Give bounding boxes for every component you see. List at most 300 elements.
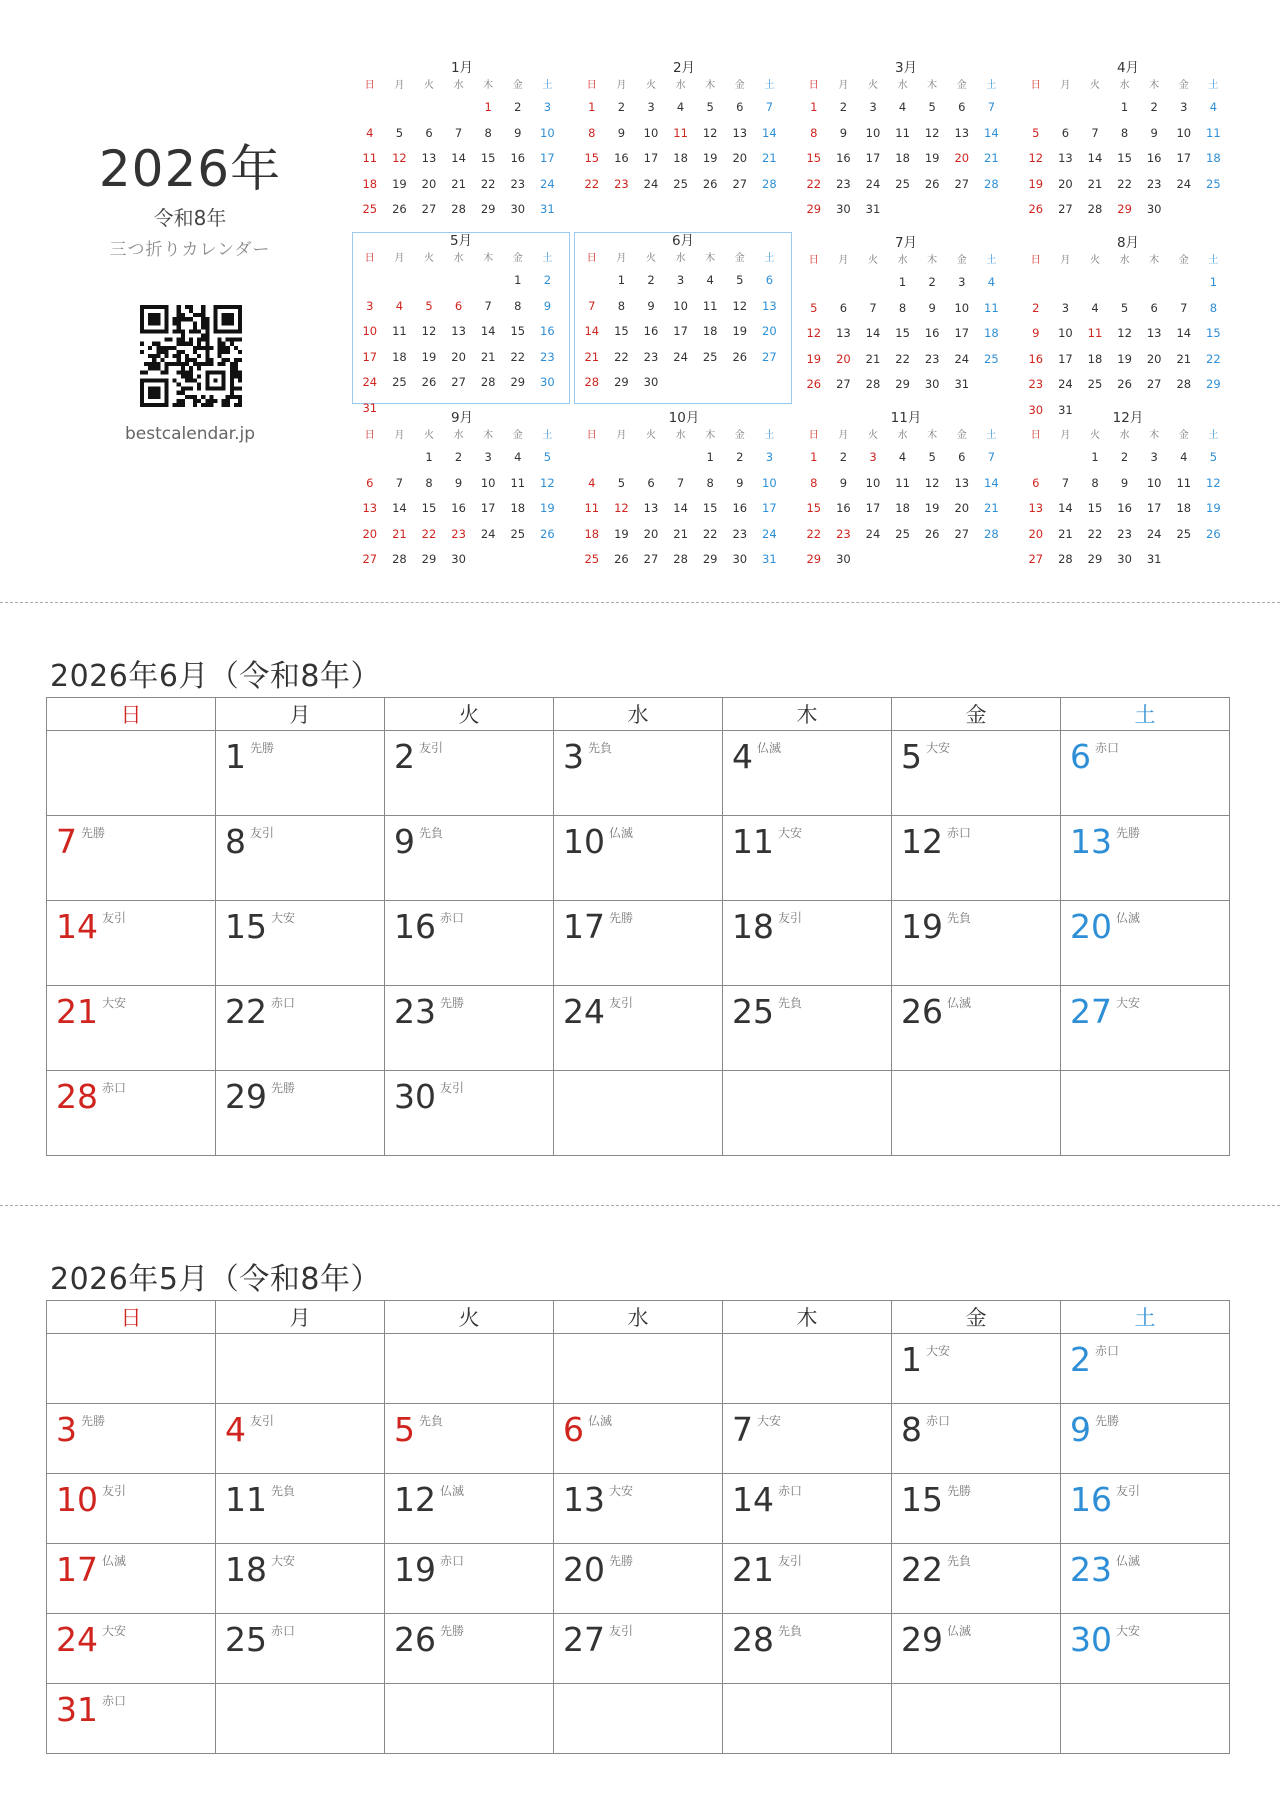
mini-weekday: 木	[1149, 80, 1160, 91]
mini-day: 4	[588, 475, 596, 490]
mini-weekday: 日	[364, 430, 375, 441]
mini-day: 27	[732, 176, 748, 191]
day-content	[1070, 1550, 1140, 1589]
mini-day: 31	[954, 377, 970, 391]
day-cell	[47, 1404, 216, 1474]
mini-day: 21	[480, 349, 496, 364]
day-cell	[723, 1544, 892, 1614]
day-number: 3	[563, 737, 584, 776]
mini-day: 1	[1120, 100, 1129, 114]
day-content	[732, 822, 802, 861]
day-cell	[892, 1334, 1061, 1404]
mini-day: 25	[1206, 176, 1221, 191]
mini-empty	[473, 268, 503, 294]
day-cell	[385, 901, 554, 986]
mini-day: 19	[806, 351, 822, 366]
day-content	[732, 1550, 802, 1589]
mini-day: 12	[924, 125, 940, 140]
mini-weekday: 水	[1119, 430, 1130, 441]
mini-day: 15	[584, 151, 600, 165]
mini-day: 12	[702, 125, 718, 140]
mini-day: 12	[540, 475, 555, 490]
mini-day: 25	[510, 526, 526, 541]
mini-weekday-row	[355, 427, 569, 445]
mini-day: 18	[673, 151, 688, 165]
day-cell	[1061, 1474, 1230, 1544]
mini-day-grid	[1021, 270, 1235, 423]
day-cell	[892, 731, 1061, 816]
mini-day: 18	[1087, 351, 1103, 366]
mini-day: 29	[702, 552, 718, 566]
rokuyo-label: 先負	[778, 996, 803, 1010]
mini-day: 10	[954, 300, 970, 315]
mini-weekday: 土	[764, 430, 775, 441]
mini-day: 4	[514, 450, 522, 464]
mini-day: 10	[362, 324, 378, 338]
mini-day: 13	[362, 501, 378, 515]
rokuyo-label: 先勝	[609, 1554, 634, 1568]
mini-weekday: 日	[1030, 255, 1041, 266]
mini-day: 23	[1146, 176, 1162, 191]
rokuyo-label: 仏滅	[1116, 1554, 1141, 1568]
mini-day: 23	[643, 349, 659, 364]
mini-day: 13	[421, 151, 437, 165]
day-number: 23	[1070, 1550, 1112, 1589]
mini-calendar-10	[577, 410, 791, 573]
day-content	[1070, 1410, 1119, 1449]
mini-day: 3	[676, 273, 685, 287]
mini-day: 3	[1061, 300, 1070, 315]
mini-day: 18	[1176, 501, 1192, 515]
mini-weekday: 土	[542, 430, 553, 441]
mini-day: 22	[1087, 526, 1103, 541]
mini-weekday-row	[1021, 77, 1235, 95]
day-number: 29	[225, 1077, 267, 1116]
mini-day: 23	[614, 176, 629, 191]
mini-day-grid	[799, 445, 1013, 573]
rokuyo-label: 友引	[609, 996, 634, 1010]
mini-weekday: 木	[705, 430, 716, 441]
mini-month-title: 5月	[449, 233, 473, 249]
day-content	[563, 992, 633, 1031]
mini-day: 24	[954, 351, 970, 366]
mini-empty	[1080, 270, 1110, 296]
mini-weekday-row	[1021, 427, 1235, 445]
mini-day: 21	[1176, 351, 1192, 366]
mini-day: 16	[1028, 351, 1044, 366]
mini-day: 19	[732, 324, 748, 338]
mini-weekday-row	[1021, 252, 1235, 270]
mini-day: 8	[706, 475, 714, 490]
week-row	[47, 816, 1230, 901]
mini-weekday-row	[577, 77, 791, 95]
mini-empty	[829, 270, 859, 296]
rokuyo-label: 赤口	[102, 1694, 127, 1708]
day-number: 19	[394, 1550, 436, 1589]
day-number: 25	[732, 992, 774, 1031]
mini-weekday: 金	[734, 430, 745, 441]
day-number: 20	[563, 1550, 605, 1589]
empty-cell	[892, 1684, 1061, 1754]
rokuyo-label: 仏滅	[588, 1414, 613, 1428]
mini-day: 20	[1058, 176, 1073, 191]
day-number: 21	[56, 992, 98, 1031]
weekday-header: 土	[1061, 698, 1230, 731]
mini-day: 6	[839, 300, 848, 315]
day-number: 11	[732, 822, 774, 861]
mini-weekday: 金	[1178, 255, 1189, 266]
mini-weekday-row	[799, 252, 1013, 270]
rokuyo-label: 先負	[778, 1624, 803, 1638]
mini-day: 19	[702, 151, 718, 165]
mini-day: 20	[1146, 351, 1162, 366]
mini-day: 12	[732, 298, 748, 313]
mini-day: 30	[643, 375, 659, 389]
mini-day: 30	[451, 552, 466, 566]
day-number: 26	[901, 992, 943, 1031]
day-cell	[892, 1544, 1061, 1614]
mini-day: 15	[702, 501, 718, 515]
day-content	[732, 1410, 781, 1449]
mini-weekday: 土	[986, 255, 997, 266]
mini-day: 8	[1209, 300, 1218, 315]
mini-calendar-11	[799, 410, 1013, 573]
rokuyo-label: 赤口	[947, 826, 972, 840]
mini-day: 27	[451, 375, 466, 389]
mini-day: 27	[362, 552, 378, 566]
rokuyo-label: 赤口	[102, 1081, 127, 1095]
mini-weekday: 日	[808, 255, 819, 266]
mini-day: 5	[395, 125, 404, 140]
mini-day: 9	[839, 125, 848, 140]
rokuyo-label: 赤口	[926, 1414, 951, 1428]
mini-weekday: 火	[645, 80, 656, 91]
day-content	[563, 737, 612, 776]
mini-day: 30	[1117, 552, 1132, 566]
mini-day: 16	[1117, 501, 1132, 515]
mini-day: 25	[673, 176, 688, 191]
empty-cell	[723, 1334, 892, 1404]
mini-weekday: 水	[897, 430, 908, 441]
mini-day: 20	[732, 151, 748, 165]
weekday-header: 火	[385, 1301, 554, 1334]
mini-month-title: 12月	[1112, 410, 1144, 426]
mini-day: 17	[540, 151, 555, 165]
june-title: 2026年6月（令和8年）	[50, 659, 382, 694]
empty-cell	[723, 1071, 892, 1156]
day-cell	[47, 816, 216, 901]
week-row	[47, 731, 1230, 816]
mini-day: 28	[451, 202, 466, 216]
rokuyo-label: 仏滅	[947, 996, 972, 1010]
day-cell	[723, 1474, 892, 1544]
day-content	[225, 822, 274, 861]
day-cell	[1061, 1544, 1230, 1614]
mini-day-grid	[577, 445, 791, 573]
mini-day: 11	[673, 125, 688, 140]
rokuyo-label: 大安	[271, 911, 296, 925]
day-number: 24	[56, 1620, 98, 1659]
mini-day: 26	[732, 349, 748, 364]
day-content	[563, 907, 633, 946]
day-number: 13	[1070, 822, 1112, 861]
mini-weekday: 火	[1089, 80, 1100, 91]
day-number: 16	[1070, 1480, 1112, 1519]
day-number: 28	[732, 1620, 774, 1659]
rokuyo-label: 大安	[926, 741, 951, 755]
mini-day: 11	[1087, 326, 1103, 340]
mini-day: 11	[1206, 125, 1221, 140]
mini-day: 6	[647, 475, 655, 490]
mini-day: 7	[484, 298, 492, 313]
mini-month-title: 9月	[450, 410, 474, 426]
mini-day: 29	[1206, 377, 1221, 391]
mini-day: 25	[1087, 377, 1103, 391]
weekday-header: 土	[1061, 1301, 1230, 1334]
day-cell	[554, 901, 723, 986]
mini-day: 19	[392, 176, 407, 191]
mini-day: 3	[647, 100, 655, 114]
mini-day: 18	[1206, 151, 1221, 165]
mini-day: 4	[706, 273, 714, 287]
mini-day: 10	[1146, 475, 1162, 490]
mini-day: 25	[895, 526, 910, 541]
day-number: 24	[563, 992, 605, 1031]
day-content	[56, 1480, 126, 1519]
mini-day: 17	[673, 324, 688, 338]
mini-day: 16	[540, 324, 555, 338]
mini-day: 22	[421, 526, 437, 541]
mini-day: 13	[732, 125, 748, 140]
day-number: 14	[732, 1480, 774, 1519]
mini-empty	[355, 268, 385, 294]
day-number: 18	[732, 907, 774, 946]
mini-weekday: 土	[1208, 80, 1219, 91]
mini-day: 29	[895, 377, 910, 391]
mini-day: 2	[736, 450, 744, 464]
day-cell	[723, 1614, 892, 1684]
rokuyo-label: 仏滅	[757, 741, 782, 755]
mini-day: 15	[806, 151, 822, 165]
mini-calendar-2	[577, 60, 791, 197]
day-cell	[554, 731, 723, 816]
empty-cell	[892, 1071, 1061, 1156]
mini-day: 21	[584, 349, 600, 364]
mini-weekday: 火	[423, 253, 434, 264]
mini-day: 19	[540, 501, 555, 515]
mini-day: 4	[1209, 100, 1218, 114]
mini-day: 3	[484, 450, 492, 464]
mini-weekday: 土	[986, 80, 997, 91]
mini-day: 16	[643, 324, 659, 338]
mini-day: 27	[1058, 202, 1073, 216]
mini-day: 26	[702, 176, 718, 191]
mini-month-title: 1月	[450, 60, 474, 76]
rokuyo-label: 大安	[778, 826, 803, 840]
mini-day: 8	[514, 298, 522, 313]
mini-day: 8	[1120, 125, 1129, 140]
rokuyo-label: 友引	[419, 741, 444, 755]
rokuyo-label: 大安	[757, 1414, 782, 1428]
day-number: 7	[732, 1410, 753, 1449]
mini-day: 21	[762, 151, 777, 165]
mini-weekday: 月	[394, 253, 405, 264]
mini-calendar-4	[1021, 60, 1235, 223]
mini-day: 5	[928, 450, 936, 464]
empty-cell	[554, 1071, 723, 1156]
day-number: 7	[56, 822, 77, 861]
day-content	[732, 1480, 802, 1519]
mini-day: 22	[702, 526, 718, 541]
rokuyo-label: 友引	[102, 911, 127, 925]
day-number: 22	[901, 1550, 943, 1589]
mini-day: 23	[1028, 377, 1044, 391]
weekday-header: 火	[385, 698, 554, 731]
mini-empty	[414, 268, 444, 294]
mini-empty	[577, 445, 607, 471]
day-cell	[216, 1404, 385, 1474]
empty-cell	[216, 1334, 385, 1404]
day-number: 11	[225, 1480, 267, 1519]
mini-day: 5	[1032, 125, 1040, 140]
mini-day: 18	[895, 501, 910, 515]
mini-weekday: 金	[1178, 80, 1189, 91]
mini-calendar-8	[1021, 235, 1235, 423]
mini-day: 9	[1032, 326, 1040, 340]
day-cell	[723, 901, 892, 986]
mini-day-grid	[577, 268, 789, 396]
mini-day: 3	[869, 450, 877, 464]
mini-weekday: 土	[1208, 430, 1219, 441]
empty-cell	[385, 1684, 554, 1754]
mini-weekday: 月	[616, 253, 627, 264]
day-number: 10	[563, 822, 605, 861]
rokuyo-label: 大安	[1116, 996, 1141, 1010]
mini-day: 9	[1120, 475, 1129, 490]
mini-day: 24	[1176, 176, 1192, 191]
day-number: 6	[563, 1410, 584, 1449]
mini-day: 6	[958, 450, 966, 464]
mini-weekday: 木	[927, 430, 938, 441]
mini-day: 23	[836, 176, 851, 191]
mini-calendar-3	[799, 60, 1013, 223]
mini-day: 10	[540, 125, 555, 140]
mini-weekday: 土	[986, 430, 997, 441]
mini-day: 7	[987, 450, 996, 464]
mini-day: 25	[584, 552, 600, 566]
mini-day: 2	[839, 100, 848, 114]
day-cell	[216, 1474, 385, 1544]
rokuyo-label: 先勝	[81, 1414, 106, 1428]
mini-day: 24	[865, 176, 881, 191]
mini-calendar-9	[355, 410, 569, 573]
mini-day: 9	[1150, 125, 1158, 140]
mini-day: 9	[454, 475, 463, 490]
mini-day: 24	[865, 526, 881, 541]
mini-day: 29	[806, 202, 822, 216]
mini-day: 10	[865, 475, 881, 490]
mini-day: 9	[514, 125, 522, 140]
mini-weekday: 木	[927, 80, 938, 91]
mini-day: 9	[736, 475, 744, 490]
day-number: 20	[1070, 907, 1112, 946]
mini-day: 5	[543, 450, 552, 464]
mini-weekday-row	[577, 427, 791, 445]
mini-weekday: 水	[453, 430, 464, 441]
rokuyo-label: 仏滅	[947, 1624, 972, 1638]
day-cell	[554, 1544, 723, 1614]
mini-day: 23	[1117, 526, 1132, 541]
mini-day: 17	[762, 501, 777, 515]
rokuyo-label: 赤口	[271, 996, 296, 1010]
mini-day: 21	[1058, 526, 1073, 541]
may-calendar	[46, 1300, 1230, 1754]
rokuyo-label: 先勝	[1116, 826, 1141, 840]
day-cell	[723, 816, 892, 901]
mini-day: 12	[1117, 326, 1132, 340]
mini-day: 2	[1120, 450, 1129, 464]
rokuyo-label: 友引	[778, 1554, 803, 1568]
mini-empty	[577, 268, 607, 294]
day-number: 2	[394, 737, 415, 776]
mini-day: 6	[958, 100, 966, 114]
mini-day: 15	[895, 326, 910, 340]
day-cell	[47, 986, 216, 1071]
mini-calendar-12	[1021, 410, 1235, 573]
mini-day: 26	[924, 526, 940, 541]
mini-day: 17	[480, 501, 496, 515]
mini-weekday: 日	[1030, 80, 1041, 91]
mini-day: 18	[362, 176, 378, 191]
mini-empty	[1080, 95, 1110, 121]
rokuyo-label: 赤口	[440, 1554, 465, 1568]
mini-day-grid	[799, 270, 1013, 398]
rokuyo-label: 友引	[440, 1081, 465, 1095]
rokuyo-label: 先勝	[947, 1484, 972, 1498]
mini-day: 28	[584, 375, 600, 389]
mini-day: 9	[543, 298, 552, 313]
mini-day: 1	[898, 275, 907, 289]
mini-day: 26	[1028, 202, 1044, 216]
empty-cell	[554, 1334, 723, 1404]
mini-day: 26	[540, 526, 555, 541]
day-content	[901, 822, 971, 861]
mini-day: 20	[362, 526, 378, 541]
day-cell	[385, 1544, 554, 1614]
day-cell	[554, 816, 723, 901]
mini-day: 5	[1120, 300, 1129, 315]
day-cell	[1061, 731, 1230, 816]
mini-day: 28	[762, 176, 777, 191]
day-content	[901, 1410, 950, 1449]
day-cell	[216, 1614, 385, 1684]
mini-day: 1	[425, 450, 433, 464]
mini-day: 6	[1150, 300, 1158, 315]
mini-day: 17	[865, 151, 881, 165]
mini-day: 13	[1146, 326, 1162, 340]
day-number: 31	[56, 1690, 98, 1729]
mini-day: 25	[392, 375, 407, 389]
mini-day: 6	[1061, 125, 1070, 140]
mini-month-title: 6月	[671, 233, 695, 249]
day-number: 6	[1070, 737, 1091, 776]
day-number: 8	[225, 822, 246, 861]
mini-day: 4	[898, 100, 907, 114]
rokuyo-label: 先勝	[440, 996, 465, 1010]
mini-weekday-row	[355, 250, 567, 268]
mini-day: 25	[984, 351, 999, 366]
day-cell	[892, 1474, 1061, 1544]
